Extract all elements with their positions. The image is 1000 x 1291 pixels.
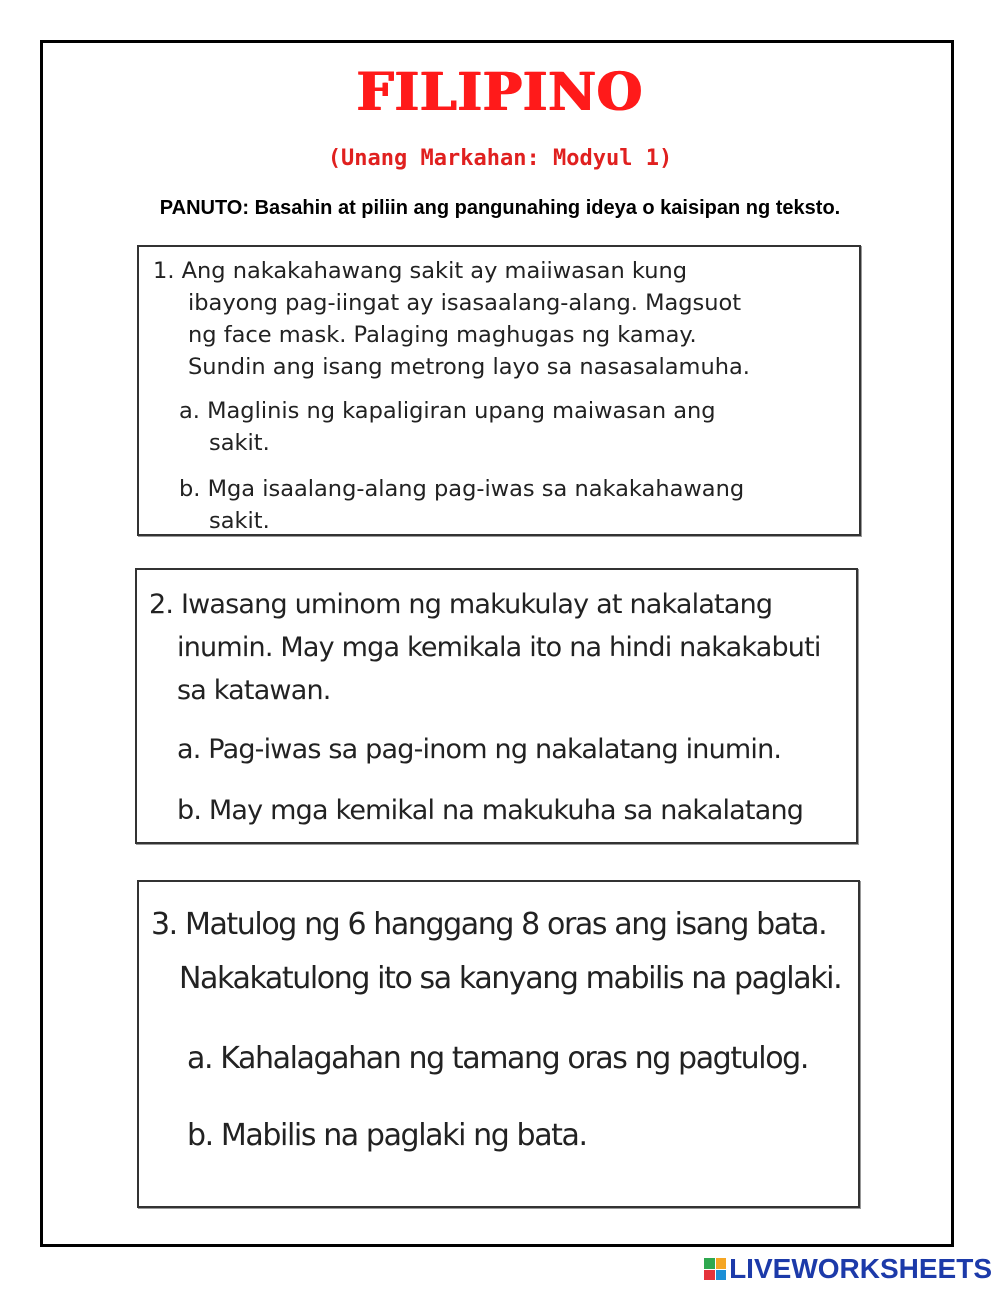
option-line: b. Mga isaalang-alang pag-iwas sa nakakahawang <box>179 476 745 502</box>
question-2-stem-line: inumin. May mga kemikala ito na hindi nakakabuti <box>177 632 821 663</box>
question-3-stem-line: 3. Matulog ng 6 hanggang 8 oras ang isang bata. <box>151 907 827 942</box>
question-1-stem-line: ng face mask. Palaging maghugas ng kamay. <box>188 322 697 348</box>
question-2-option-a[interactable]: a. Pag-iwas sa pag-inom ng nakalatang inumin. <box>177 734 782 765</box>
question-2-stem-line: sa katawan. <box>177 675 331 706</box>
question-1-box <box>137 245 861 536</box>
logo-cell <box>704 1258 715 1269</box>
question-3-option-a[interactable]: a. Kahalagahan ng tamang oras ng pagtulog. <box>187 1041 808 1076</box>
brand-text: LIVEWORKSHEETS <box>729 1253 992 1284</box>
question-1-stem-line: Sundin ang isang metrong layo sa nasasalamuha. <box>188 354 750 380</box>
question-1-stem <box>153 255 750 383</box>
option-line: sakit. <box>209 508 270 534</box>
page-subtitle: (Unang Markahan: Modyul 1) <box>327 146 673 171</box>
question-3-box <box>137 880 860 1208</box>
question-2-box <box>135 568 858 844</box>
question-1-stem-line: 1. Ang nakakahawang sakit ay maiiwasan kung <box>153 258 688 284</box>
liveworksheets-brand[interactable] <box>704 1251 992 1287</box>
question-2-stem-line: 2. Iwasang uminom ng makukulay at nakalatang <box>149 589 773 620</box>
option-line: sakit. <box>209 430 270 456</box>
logo-cell <box>716 1258 727 1269</box>
instructions: PANUTO: Basahin at piliin ang pangunahing ideya o kaisipan ng teksto. <box>159 197 841 219</box>
question-3-stem <box>151 898 841 1006</box>
question-1-stem-line: ibayong pag-iingat ay isasaalang-alang. Magsuot <box>188 290 742 316</box>
question-3-stem-line: Nakakatulong ito sa kanyang mabilis na paglaki. <box>179 961 842 996</box>
question-1-option-b[interactable] <box>179 473 744 537</box>
logo-cell <box>704 1270 715 1281</box>
liveworksheets-logo-icon <box>704 1258 726 1280</box>
page-title: FILIPINO <box>356 62 644 123</box>
question-2-option-b[interactable]: b. May mga kemikal na makukuha sa nakalatang <box>177 795 804 826</box>
question-1-option-a[interactable] <box>179 395 716 459</box>
question-3-option-b[interactable]: b. Mabilis na paglaki ng bata. <box>187 1118 587 1153</box>
logo-cell <box>716 1270 727 1281</box>
question-2-stem <box>149 583 821 712</box>
option-line: a. Maglinis ng kapaligiran upang maiwasan ang <box>179 398 716 424</box>
